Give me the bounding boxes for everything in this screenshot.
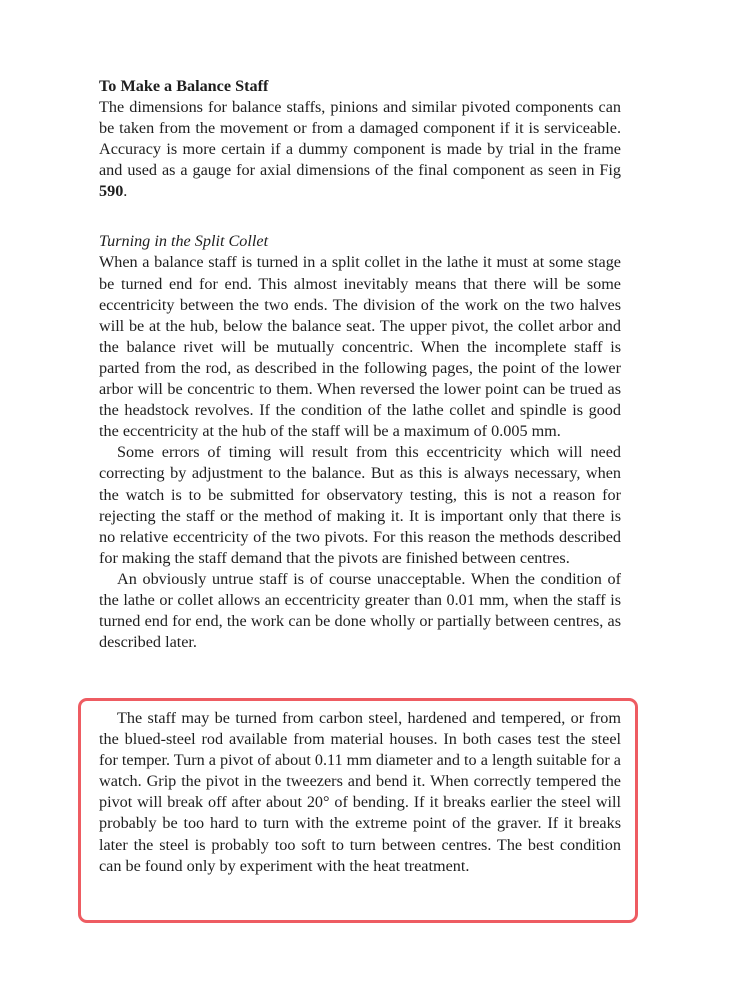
- paragraph-1: When a balance staff is turned in a split collet in the lathe it must at some stage be turned end for end. This almost inevitably means that there will be some eccentricity between the two ends. The division of the work on the two halves will be at the hub, below the balance seat. The upper pivot, the collet arbor and the balance rivet will be mutually concentric. When the incomplete staff is parted from the rod, as described in the following pages, the point of the lower arbor will be concentric to them. When reversed the lower point can be trued as the headstock revolves. If the condition of the lathe collet and spindle is good the eccentricity at the hub of the staff will be a maximum of 0.005 mm.: [99, 253, 621, 441]
- document-page: [99, 76, 621, 653]
- intro-paragraph: [99, 97, 621, 202]
- highlighted-paragraph: The staff may be turned from carbon steel, hardened and tempered, or from the blued-steel rod available from material houses. In both cases test the steel for temper. Turn a pivot of about 0.11 mm diameter and to a length suitable for a watch. Grip the pivot in the tweezers and bend it. When correctly tempered the pivot will break off after about 20° of bending. If it breaks earlier the steel will probably be too hard to turn with the extreme point of the graver. If it breaks later the steel is probably too soft to turn between centres. The best condition can be found only by experiment with the heat treatment.: [99, 709, 621, 875]
- paragraph-2: Some errors of timing will result from this eccentricity which will need correcting by adjustment to the balance. But as this is always necessary, when the watch is to be submitted for observatory testing, this is not a reason for rejecting the staff or the method of making it. It is important only that there is no relative eccentricity of the two pivots. For this reason the methods described for making the staff demand that the pivots are finished between centres.: [99, 443, 621, 567]
- intro-end: .: [123, 182, 128, 201]
- subsection-title: Turning in the Split Collet: [99, 232, 269, 251]
- paragraph-3: An obviously untrue staff is of course unacceptable. When the condition of the lathe or collet allows an eccentricity greater than 0.01 mm, when the staff is turned end for end, the work can be done wholly or partially between centres, as described later.: [99, 569, 621, 652]
- section-title: To Make a Balance Staff: [99, 77, 269, 95]
- intro-text: The dimensions for balance staffs, pinions and similar pivoted components can be taken from the movement or from a damaged component if it is serviceable. Accuracy is more certain if a dummy component is made by trial in the frame and used as a gauge for axial dimensions of the final component as seen in Fig: [99, 98, 621, 180]
- highlighted-region: [99, 708, 621, 877]
- figure-reference: 590: [99, 182, 124, 201]
